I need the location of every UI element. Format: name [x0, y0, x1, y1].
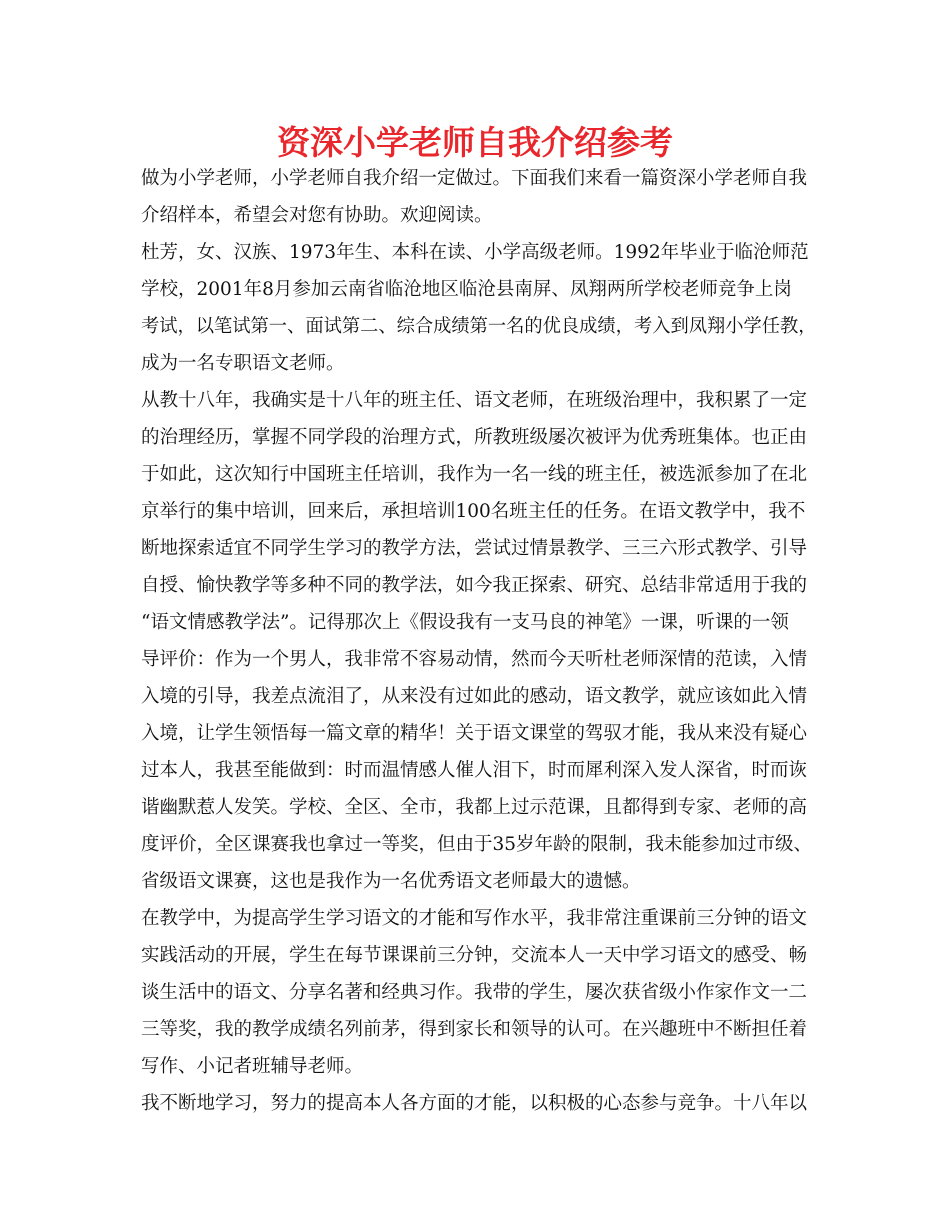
- text-line: 成为一名专职语文老师。: [141, 353, 345, 374]
- text-line: 的治理经历，掌握不同学段的治理方式，所教班级屡次被评为优秀班集体。也正由: [141, 427, 808, 448]
- text-line: 考试，以笔试第一、面试第二、综合成绩第一名的优良成绩，考入到凤翔小学任教，: [141, 316, 817, 337]
- text-line: 导评价：作为一个男人，我非常不容易动情，然而今天听杜老师深情的范读，入情: [141, 649, 808, 670]
- text-line: 在教学中，为提高学生学习语文的才能和写作水平，我非常注重课前三分钟的语文: [141, 908, 808, 929]
- text-line: 度评价，全区课赛我也拿过一等奖，但由于35岁年龄的限制，我未能参加过市级、: [141, 834, 813, 855]
- document-title: 资深小学老师自我介绍参考: [277, 123, 673, 162]
- text-line: 写作、小记者班辅导老师。: [141, 1056, 364, 1077]
- text-line: 过本人，我甚至能做到：时而温情感人催人泪下，时而犀利深入发人深省，时而诙: [141, 760, 808, 781]
- text-line: 杜芳，女、汉族、1973年生、本科在读、小学高级老师。1992年毕业于临沧师范: [141, 242, 809, 263]
- text-line: 实践活动的开展，学生在每节课课前三分钟，交流本人一天中学习语文的感受、畅: [141, 945, 808, 966]
- text-line: 从教十八年，我确实是十八年的班主任、语文老师，在班级治理中，我积累了一定: [141, 390, 808, 411]
- text-line: 于如此，这次知行中国班主任培训，我作为一名一线的班主任，被选派参加了在北: [141, 464, 808, 485]
- text-line: 我不断地学习，努力的提高本人各方面的才能，以积极的心态参与竞争。十八年以: [141, 1093, 808, 1114]
- text-line: 介绍样本，希望会对您有协助。欢迎阅读。: [141, 205, 493, 226]
- text-line: 谐幽默惹人发笑。学校、全区、全市，我都上过示范课，且都得到专家、老师的高: [141, 797, 808, 818]
- text-line: 自授、愉快教学等多种不同的教学法，如今我正探索、研究、总结非常适用于我的: [141, 575, 808, 596]
- document-body: [141, 160, 817, 1122]
- text-line: 谈生活中的语文、分享名著和经典习作。我带的学生，屡次获省级小作家作文一二: [141, 982, 808, 1003]
- text-line: 京举行的集中培训，回来后，承担培训100名班主任的任务。在语文教学中，我不: [141, 501, 806, 522]
- text-line: 入境，让学生领悟每一篇文章的精华！关于语文课堂的驾驭才能，我从来没有疑心: [141, 723, 808, 744]
- text-line: 三等奖，我的教学成绩名列前茅，得到家长和领导的认可。在兴趣班中不断担任着: [141, 1019, 808, 1040]
- text-line: 做为小学老师，小学老师自我介绍一定做过。下面我们来看一篇资深小学老师自我: [141, 168, 808, 189]
- text-line: 学校，2001年8月参加云南省临沧地区临沧县南屏、凤翔两所学校老师竞争上岗: [141, 279, 792, 300]
- text-line: 断地探索适宜不同学生学习的教学方法，尝试过情景教学、三三六形式教学、引导: [141, 538, 808, 559]
- text-line: 省级语文课赛，这也是我作为一名优秀语文老师最大的遗憾。: [141, 871, 641, 892]
- text-line: 入境的引导，我差点流泪了，从来没有过如此的感动，语文教学，就应该如此入情: [141, 686, 808, 707]
- text-line: “语文情感教学法”。记得那次上《假设我有一支马良的神笔》一课，听课的一领: [141, 612, 789, 633]
